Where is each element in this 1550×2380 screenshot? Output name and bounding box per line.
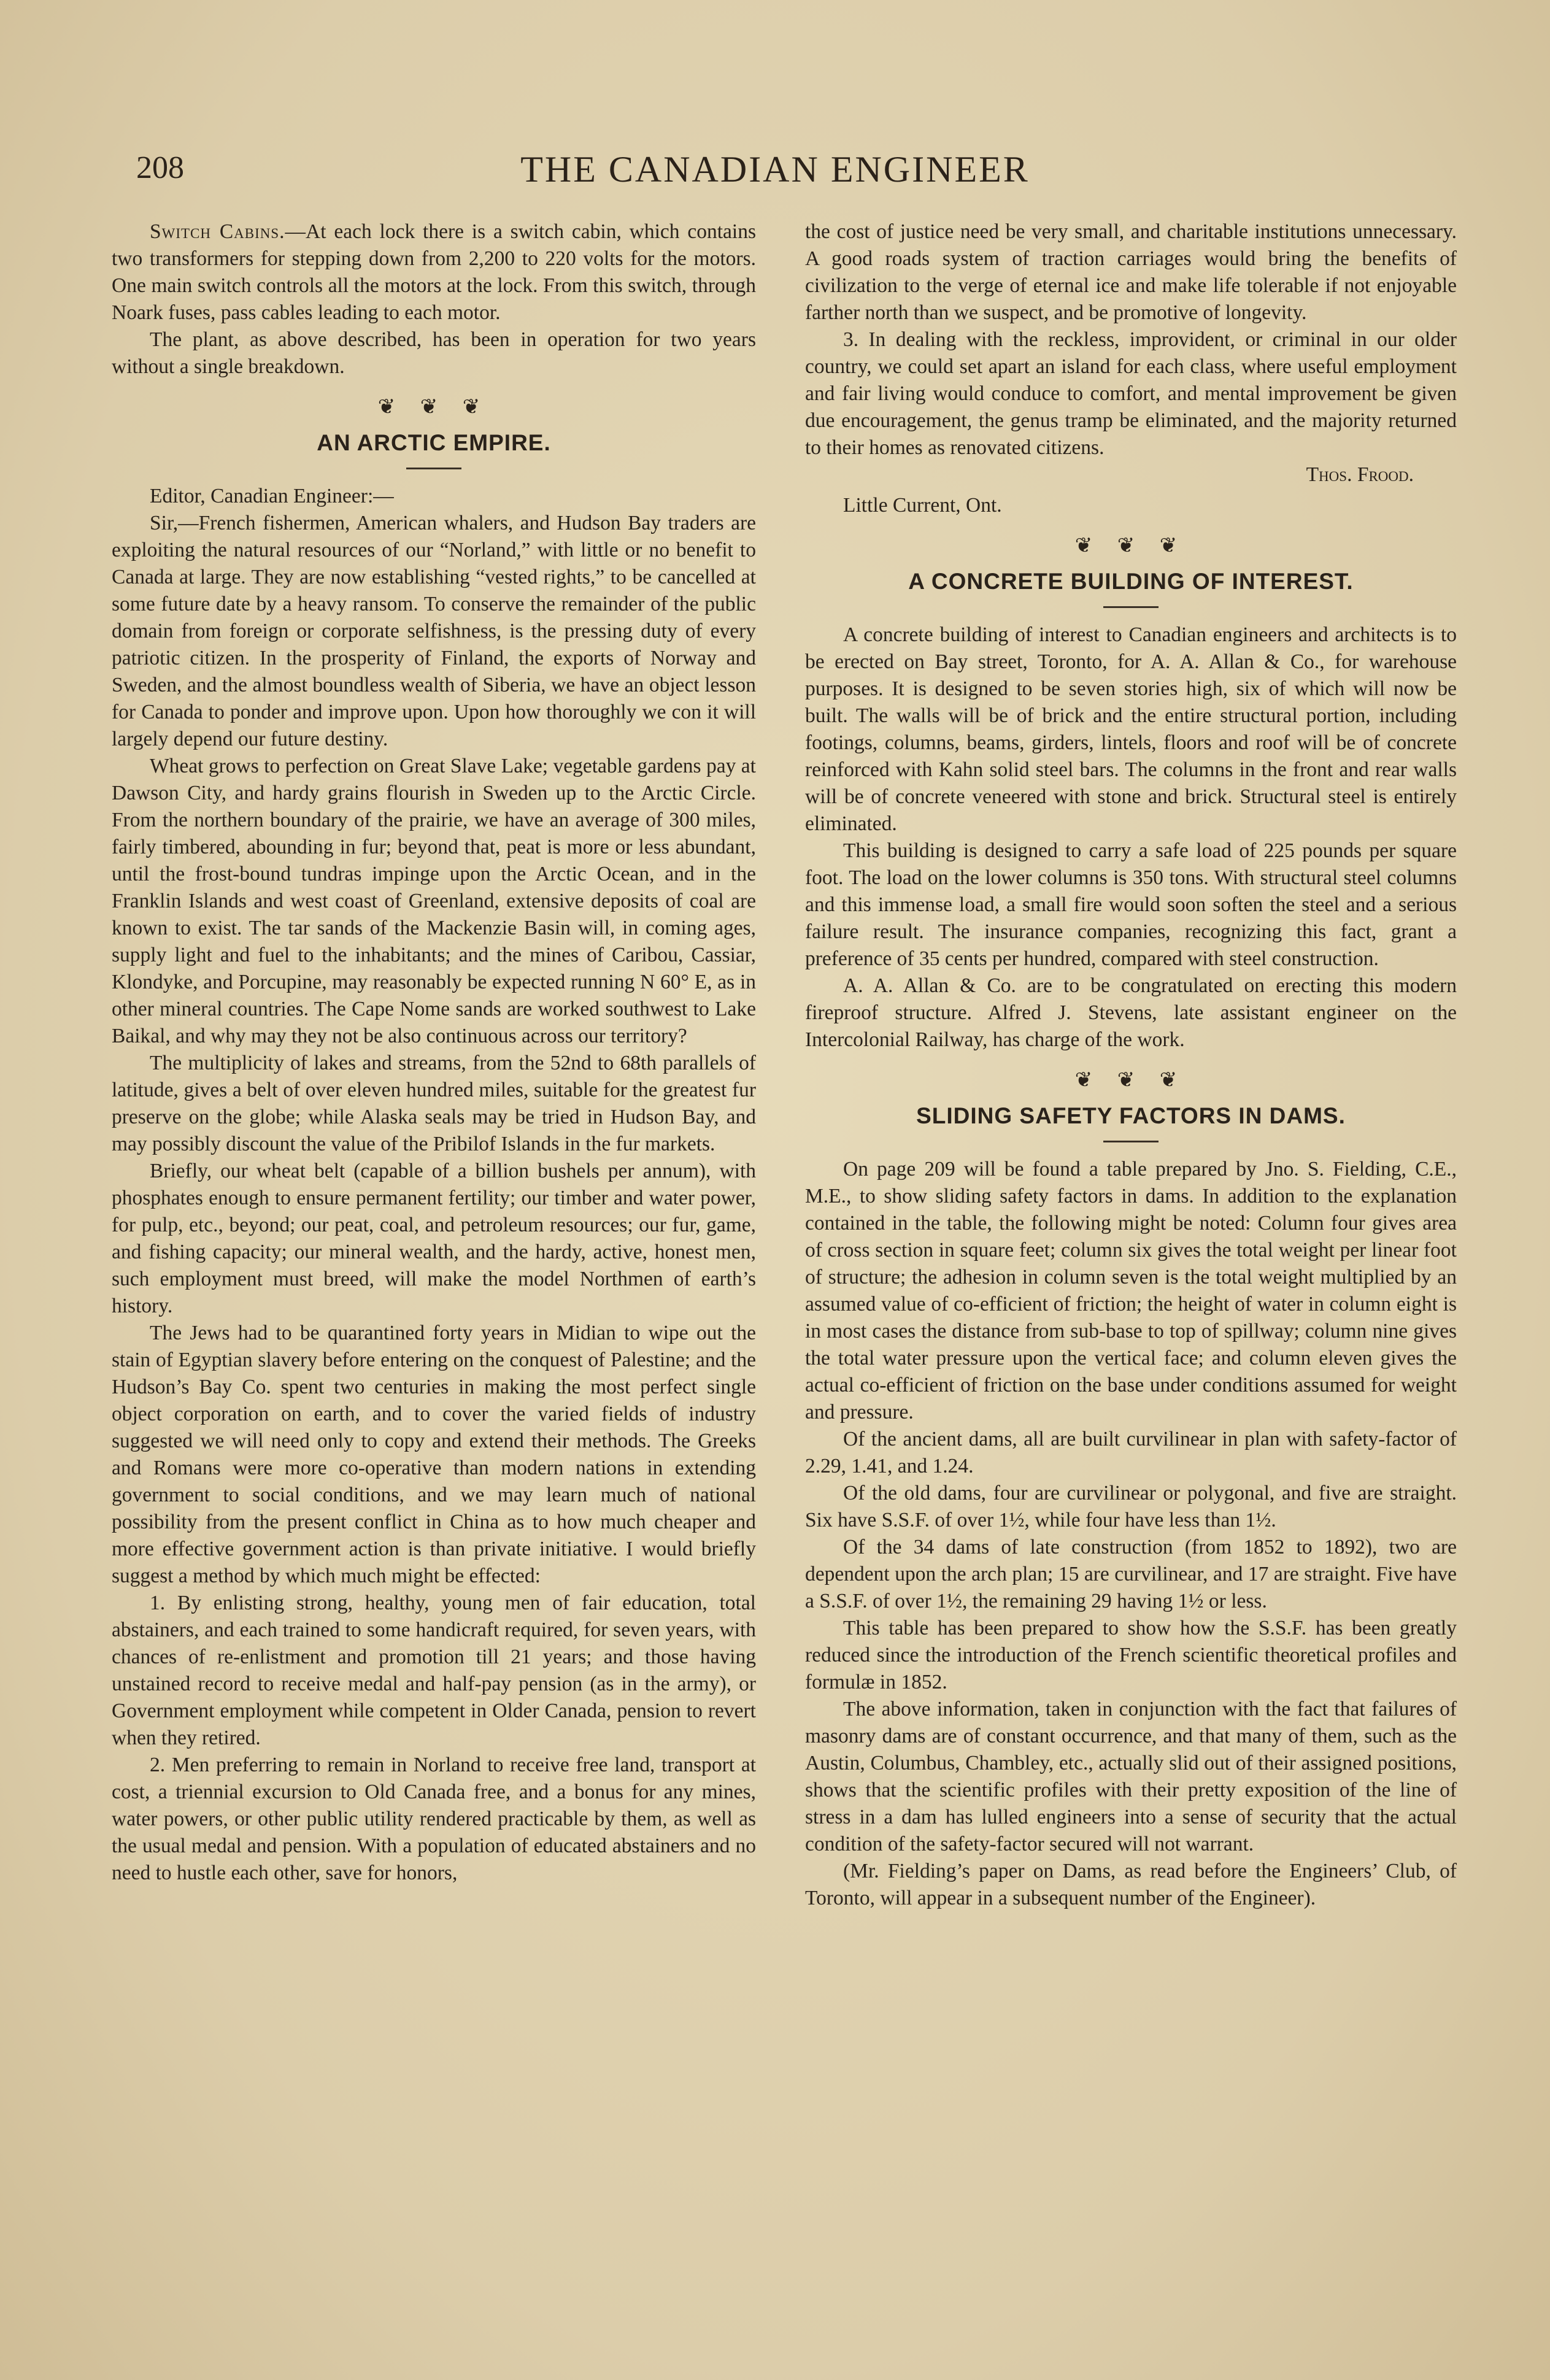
sliding-paragraph-6: The above information, taken in conjunction with the fact that failures of masonry dams are of constant occurrence, and that many of them, such as the Austin, Columbus, Chambley, etc., actually slid out of their assigned positions, shows that the scientific profiles with their pretty exposition of the line of stress in a dam has lulled engineers into a sense of security that the actual condition of the safety-factor secured will not warrant.	[805, 1698, 1457, 1855]
heading-rule	[1103, 606, 1159, 608]
section-ornament: ❦ ❦ ❦	[1074, 534, 1187, 557]
heading-rule	[1103, 1141, 1159, 1142]
arctic-paragraph-7: 2. Men preferring to remain in Norland to receive free land, transport at cost, a triennial excursion to Old Canada free, and a bonus for any mines, water powers, or other public utility rendered practicable by them, as well as the usual medal and pension. With a population of educated abstainers and no need to hustle each other, save for honors,	[112, 1754, 756, 1884]
arctic-paragraph-3: The multiplicity of lakes and streams, from the 52nd to 68th parallels of latitude, gives a belt of over eleven hundred miles, suitable for the greatest fur preserve on the globe; while Alaska seals may be tried in Hudson Bay, and may possibly discount the value of the Pribilof Islands in the fur markets.	[112, 1052, 756, 1155]
concrete-building-heading: A CONCRETE BUILDING OF INTEREST.	[908, 569, 1354, 594]
heading-rule	[406, 468, 461, 469]
arctic-paragraph-5: The Jews had to be quarantined forty years in Midian to wipe out the stain of Egyptian slavery before entering on the conquest of Palestine; and the Hudson’s Bay Co. spent two centuries in making the most perfect single object corporation on earth, and to cover the varied fields of industry suggested we will need only to copy and extend their methods. The Greeks and Romans were more co-operative than modern nations in extending government to social conditions, and we may learn much of national possibility from the present conflict in China as to how much cheaper and more effective government action is than private initiative. I would briefly suggest a method by which much might be effected:	[112, 1322, 756, 1587]
sliding-paragraph-5: This table has been prepared to show how the S.S.F. has been greatly reduced since the introduction of the French scientific theoretical profiles and formulæ in 1852.	[805, 1617, 1457, 1693]
sliding-safety-heading: SLIDING SAFETY FACTORS IN DAMS.	[916, 1103, 1346, 1128]
arctic-paragraph-6: 1. By enlisting strong, healthy, young men of fair education, total abstainers, and each trained to some handicraft required, for seven years, with chances of re-enlistment and promotion till 21 years; and those having unstained record to receive medal and half-pay pension (as in the army), or Government employment while competent in Older Canada, pension to revert when they retired.	[112, 1592, 756, 1749]
sliding-paragraph-1: On page 209 will be found a table prepared by Jno. S. Fielding, C.E., M.E., to show sliding safety factors in dams. In addition to the explanation contained in the table, the following might be noted: Column four gives area of cross section in square feet; column six gives the total weight per linear foot of structure; the adhesion in column seven is the total weight multiplied by an assumed value of co-efficient of friction; the height of water in column eight is in most cases the distance from sub-base to top of spillway; column nine gives the total water pressure upon the vertical face; and column eleven gives the actual co-efficient of friction on the base under conditions assumed for weight and pressure.	[805, 1158, 1457, 1423]
switch-cabins-text: —At each lock there is a switch cabin, which contains two transformers for stepping down from 2,200 to 220 volts for the motors. One main switch controls all the motors at the lock. From this switch, through Noark fuses, pass cables leading to each motor.	[112, 220, 756, 324]
section-ornament: ❦ ❦ ❦	[1074, 1069, 1187, 1092]
arctic-empire-heading: AN ARCTIC EMPIRE.	[317, 430, 551, 455]
left-column	[112, 218, 756, 1887]
arctic-paragraph-8: 3. In dealing with the reckless, improvident, or criminal in our older country, we could set apart an island for each class, where useful employment and fair living would conduce to comfort, and mental improvement be given due encouragement, the genus tramp be eliminated, and the majority returned to their homes as renovated citizens.	[805, 328, 1457, 459]
arctic-salutation: Editor, Canadian Engineer:—	[150, 485, 394, 507]
journal-title: THE CANADIAN ENGINEER	[520, 149, 1030, 190]
concrete-paragraph-2: This building is designed to carry a safe load of 225 pounds per square foot. The load on the lower columns is 350 tons. With structural steel columns and this immense load, a small fire would soon soften the steel and a serious failure result. The insurance companies, recognizing this fact, grant a preference of 35 cents per hundred, compared with steel construction.	[805, 839, 1457, 970]
arctic-paragraph-4: Briefly, our wheat belt (capable of a billion bushels per annum), with phosphates enough to ensure permanent fertility; our timber and water power, for pulp, etc., beyond; our peat, coal, and petroleum resources; our fur, game, and fishing capacity; our mineral wealth, and the hardy, active, honest men, such employment must breed, will make the model Northmen of earth’s history.	[112, 1160, 756, 1317]
arctic-continuation: the cost of justice need be very small, and charitable institutions unnecessary. A good roads system of traction carriages would bring the benefits of civilization to the verge of eternal ice and make life tolerable if not enjoyable farther north than we suspect, and be promotive of longevity.	[805, 220, 1457, 324]
concrete-paragraph-1: A concrete building of interest to Canadian engineers and architects is to be erected on Bay street, Toronto, for A. A. Allan & Co., for warehouse purposes. It is designed to be seven stories high, six of which will now be built. The walls will be of brick and the entire structural portion, including footings, columns, beams, girders, lintels, floors and roof will be of concrete reinforced with Kahn solid steel bars. The columns in the front and rear walls will be of concrete veneered with stone and brick. Structural steel is entirely eliminated.	[805, 623, 1457, 835]
concrete-paragraph-3: A. A. Allan & Co. are to be congratulated on erecting this modern fireproof structure. Alfred J. Stevens, late assistant engineer on the Intercolonial Railway, has charge of the work.	[805, 974, 1457, 1051]
switch-cabins-paragraph	[112, 218, 756, 326]
right-column	[805, 218, 1457, 1912]
page-number: 208	[136, 150, 184, 185]
page-header	[0, 146, 1550, 201]
sliding-paragraph-3: Of the old dams, four are curvilinear or polygonal, and five are straight. Six have S.S.F. of over 1½, while four have less than 1½.	[805, 1482, 1457, 1531]
section-ornament: ❦ ❦ ❦	[377, 396, 490, 418]
letter-signature: Thos. Frood.	[1306, 463, 1414, 486]
letter-place: Little Current, Ont.	[843, 494, 1002, 517]
sliding-paragraph-2: Of the ancient dams, all are built curvilinear in plan with safety-factor of 2.29, 1.41, and 1.24.	[805, 1428, 1457, 1477]
sliding-paragraph-4: Of the 34 dams of late construction (from 1852 to 1892), two are dependent upon the arch plan; 15 are curvilinear, and 17 are straight. Five have a S.S.F. of over 1½, the remaining 29 having 1½ or less.	[805, 1536, 1457, 1612]
arctic-paragraph-2: Wheat grows to perfection on Great Slave Lake; vegetable gardens pay at Dawson City, and hardy grains flourish in Sweden up to the Arctic Circle. From the northern boundary of the prairie, we have an average of 300 miles, fairly timbered, abounding in fur; beyond that, peat is more or less abundant, until the frost-bound tundras impinge upon the Arctic Ocean, and in the Franklin Islands and west coast of Greenland, extensive deposits of coal are known to exist. The tar sands of the Mackenzie Basin will, in coming ages, supply light and fuel to the inhabitants; and the mines of Caribou, Cassiar, Klondyke, and Porcupine, may reasonably be expected running N 60° E, as in other mineral countries. The Cape Nome sands are worked southwest to Lake Baikal, and why may they not be also continuous across our territory?	[112, 755, 756, 1047]
sliding-paragraph-7: (Mr. Fielding’s paper on Dams, as read before the Engineers’ Club, of Toronto, will appear in a subsequent number of the Engineer).	[805, 1860, 1457, 1909]
switch-cabins-lead: Switch Cabins.	[150, 220, 285, 243]
switch-plant-paragraph: The plant, as above described, has been in operation for two years without a single breakdown.	[112, 328, 756, 378]
arctic-paragraph-1: Sir,—French fishermen, American whalers, and Hudson Bay traders are exploiting the natural resources of our “Norland,” with little or no benefit to Canada at large. They are now establishing “vested rights,” to be cancelled at some future date by a heavy ransom. To conserve the remainder of the public domain from foreign or corporate selfishness, is the pressing duty of every patriotic citizen. In the prosperity of Finland, the exports of Norway and Sweden, and the almost boundless wealth of Siberia, we have an object lesson for Canada to ponder and improve upon. Upon how thoroughly we con it will largely depend our future destiny.	[112, 512, 756, 750]
